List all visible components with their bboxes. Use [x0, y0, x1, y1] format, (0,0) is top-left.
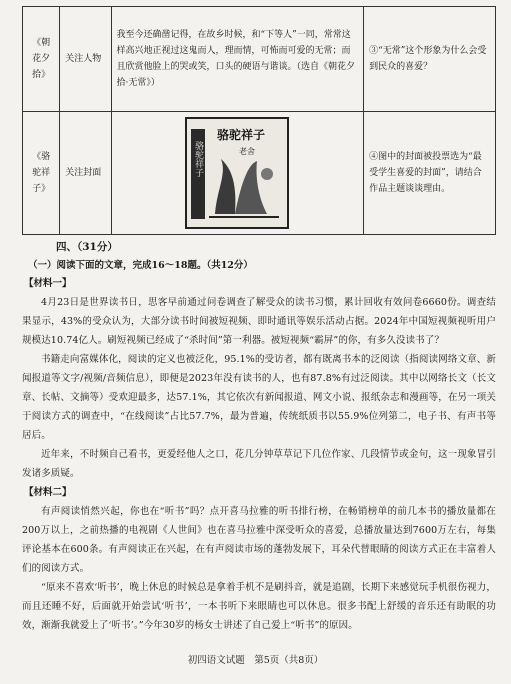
question-cell: ④图中的封面被投票选为“最受学生喜爱的封面”，请结合作品主题谈谈理由。	[364, 112, 496, 235]
page-footer: 初四语文试题 第5页（共8页）	[187, 655, 324, 666]
focus-cell: 关注封面	[60, 112, 111, 235]
cover-cell	[111, 112, 364, 235]
material1-para: 书籍走向富媒体化，阅读的定义也被泛化，95.1%的受访者，都有既离书本的泛阅读（指阅读网络文章、新闻报道等文字/视频/音频信息），即便是2023年没有读书的人，也有87.8%有过泛阅读。其中以网络长文（长文章、长帖、文摘等）受欢迎最多，达57.1%，其它依次有新闻报道、网文小说、报纸杂志和漫画等，在另一项关于阅读方式的调查中，“在线阅读”占比57.7%，最为普遍，传统纸质书以55.9%位列第二，电子书、有声书等居后。	[22, 354, 496, 441]
work-title-cell: 《骆驼祥子》	[23, 112, 60, 235]
cover-author: 老舍	[239, 147, 256, 156]
sub-heading: （一）阅读下面的文章，完成16～18题。（共12分）	[28, 260, 253, 271]
question-cell: ③“无常”这个形象为什么会受到民众的喜爱？	[364, 7, 496, 112]
section-heading: 四、（31分）	[56, 241, 118, 253]
material1-para: 近年来，不时频自己看书，更爱经他人之口，花几分钟草草记下几位作家、几段情节或金句，这一现象冒引发诸多质疑。	[22, 449, 496, 479]
content-cell: 我至今还确凿记得，在故乡时候，和“下等人”一同，常常这样高兴地正视过这鬼而人，理而情，可怖而可爱的无常；而且欣赏他脸上的哭或笑，口头的硬语与谐谈。（选自《朝花夕拾·无常》）	[111, 7, 364, 112]
material1-label: 【材料一】	[24, 278, 72, 289]
reading-table	[22, 6, 496, 235]
material2-para: 有声阅读悄然兴起，你也在“听书”吗？点开喜马拉雅的听书排行榜，在畅销榜单的前几本书的播放量都在200万以上，之前热播的电视剧《人世间》也在喜马拉雅中深受听众的喜爱，总播放量达到7600万左右，每集评论基本在600条。有声阅读正在兴起，在有声阅读市场的蓬勃发展下，耳朵代替眼睛的阅读方式正在丰富着人们的阅读方式。	[22, 506, 496, 574]
cover-side-title: 骆驼祥子	[193, 141, 204, 177]
material2-para: “原来不喜欢‘听书’，晚上休息的时候总是拿着手机不是刷抖音，就是追剧，长期下来感觉玩手机很伤视力，而且还睡不好，后面就开始尝试‘听书’，一本书听下来眼睛也可以休息。很多书配上舒缓的音乐还有助眠的功效，渐渐我就爱上了‘听书’。”今年30岁的杨女士讲述了自己爱上“听书”的原因。	[22, 582, 496, 631]
book-cover-image	[185, 117, 289, 229]
cover-title: 骆驼祥子	[217, 128, 266, 142]
table-row	[23, 7, 496, 112]
material1-para: 4月23日是世界读书日，思客早前通过问卷调查了解受众的读书习惯，累计回收有效问卷6660份。调查结果显示，43%的受众认为，大部分读书时间被短视频、即时通讯等娱乐活动占据。2024年中国短视频视听用户规模达10.74亿人。刷短视频已经成了“杀时间”第一利器。被短视频“霸屏”的你，有多久没读书了？	[22, 297, 496, 346]
material2-label: 【材料二】	[24, 487, 72, 498]
table-row	[23, 112, 496, 235]
focus-cell: 关注人物	[60, 7, 111, 112]
work-title-cell: 《朝花夕拾》	[23, 7, 60, 112]
